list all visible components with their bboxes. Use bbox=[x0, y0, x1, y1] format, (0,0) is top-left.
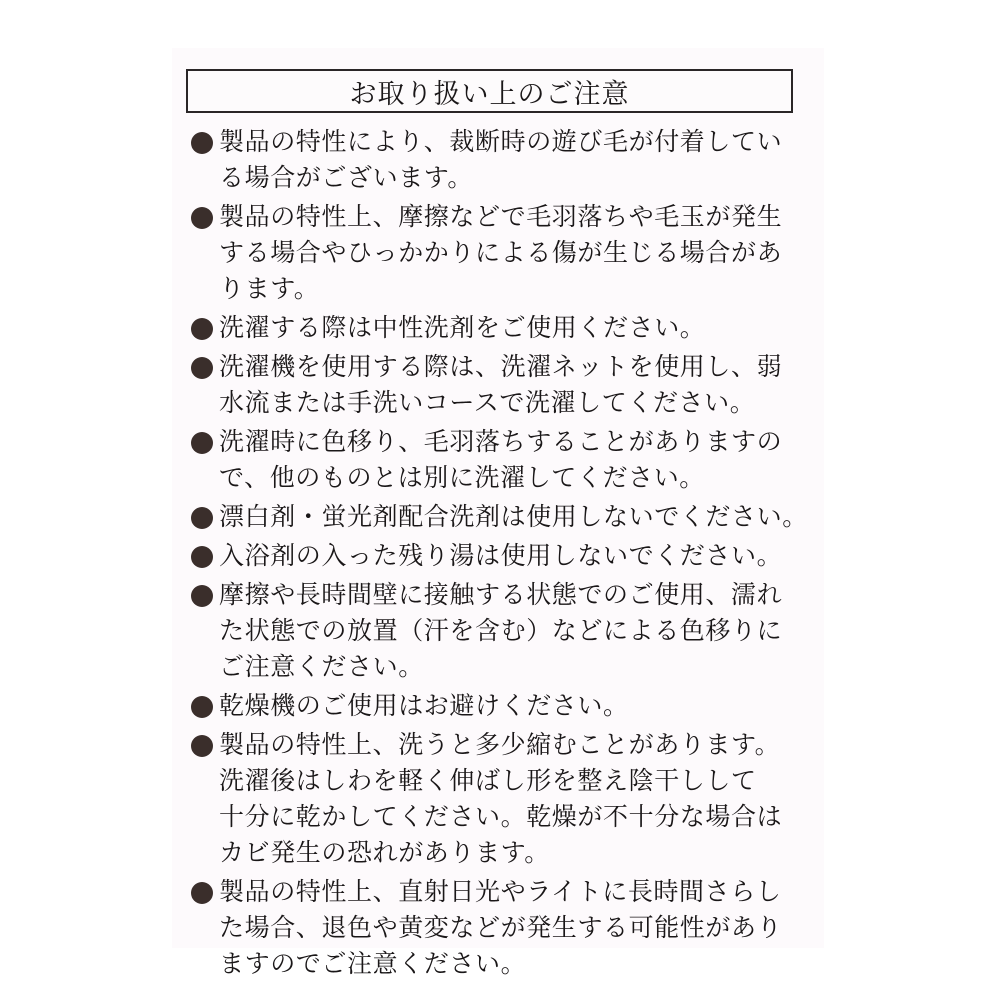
notice-line: ご注意ください。 bbox=[219, 652, 424, 681]
bullet-dot-icon bbox=[191, 882, 213, 904]
notice-item bbox=[190, 577, 815, 685]
bullet-dot-icon bbox=[191, 735, 213, 757]
notice-line: カビ発生の恐れがあります。 bbox=[219, 838, 550, 867]
notice-item bbox=[190, 538, 815, 574]
notice-line: する場合やひっかかりによる傷が生じる場合があ bbox=[219, 238, 783, 267]
notice-line: 製品の特性上、洗うと多少縮むことがあります。 bbox=[219, 730, 781, 759]
notice-line: 入浴剤の入った残り湯は使用しないでください。 bbox=[219, 541, 783, 570]
notice-line: 摩擦や長時間壁に接触する状態でのご使用、濡れ bbox=[219, 580, 783, 609]
notice-line: 洗濯機を使用する際は、洗濯ネットを使用し、弱 bbox=[219, 352, 783, 381]
notice-item bbox=[190, 727, 815, 871]
notice-item bbox=[190, 199, 815, 307]
notice-item bbox=[190, 424, 815, 496]
bullet-dot-icon bbox=[191, 585, 213, 607]
notice-line: た状態での放置（汗を含む）などによる色移りに bbox=[219, 616, 783, 645]
notice-line: ります。 bbox=[219, 274, 320, 303]
bullet-dot-icon bbox=[191, 507, 213, 529]
notice-item bbox=[190, 310, 815, 346]
notice-line: 水流または手洗いコースで洗濯してください。 bbox=[219, 388, 756, 417]
notice-line: ますのでご注意ください。 bbox=[219, 949, 527, 978]
notice-line: 十分に乾かしてください。乾燥が不十分な場合は bbox=[219, 802, 783, 831]
notice-item bbox=[190, 349, 815, 421]
bullet-dot-icon bbox=[191, 357, 213, 379]
notice-line: で、他のものとは別に洗濯してください。 bbox=[219, 463, 705, 492]
bullet-dot-icon bbox=[191, 696, 213, 718]
bullet-dot-icon bbox=[191, 318, 213, 340]
bullet-dot-icon bbox=[191, 546, 213, 568]
bullet-dot-icon bbox=[191, 432, 213, 454]
notice-line: 製品の特性上、摩擦などで毛羽落ちや毛玉が発生 bbox=[219, 202, 783, 231]
notice-line: 洗濯後はしわを軽く伸ばし形を整え陰干しして bbox=[219, 766, 757, 795]
notice-title: お取り扱い上のご注意 bbox=[186, 69, 793, 113]
notice-line: 洗濯時に色移り、毛羽落ちすることがありますの bbox=[219, 427, 783, 456]
notice-item bbox=[190, 499, 815, 535]
notice-item bbox=[190, 874, 815, 982]
notice-list bbox=[190, 124, 815, 985]
notice-line: 製品の特性により、裁断時の遊び毛が付着してい bbox=[219, 127, 783, 156]
notice-line: る場合がございます。 bbox=[219, 163, 474, 192]
notice-line: 漂白剤・蛍光剤配合洗剤は使用しないでください。 bbox=[219, 502, 808, 531]
notice-item bbox=[190, 124, 815, 196]
bullet-dot-icon bbox=[191, 207, 213, 229]
notice-line: た場合、退色や黄変などが発生する可能性があり bbox=[219, 913, 783, 942]
notice-item bbox=[190, 688, 815, 724]
notice-line: 乾燥機のご使用はお避けください。 bbox=[219, 691, 629, 720]
notice-line: 製品の特性上、直射日光やライトに長時間さらし bbox=[219, 877, 782, 906]
notice-line: 洗濯する際は中性洗剤をご使用ください。 bbox=[219, 313, 706, 342]
bullet-dot-icon bbox=[191, 132, 213, 154]
